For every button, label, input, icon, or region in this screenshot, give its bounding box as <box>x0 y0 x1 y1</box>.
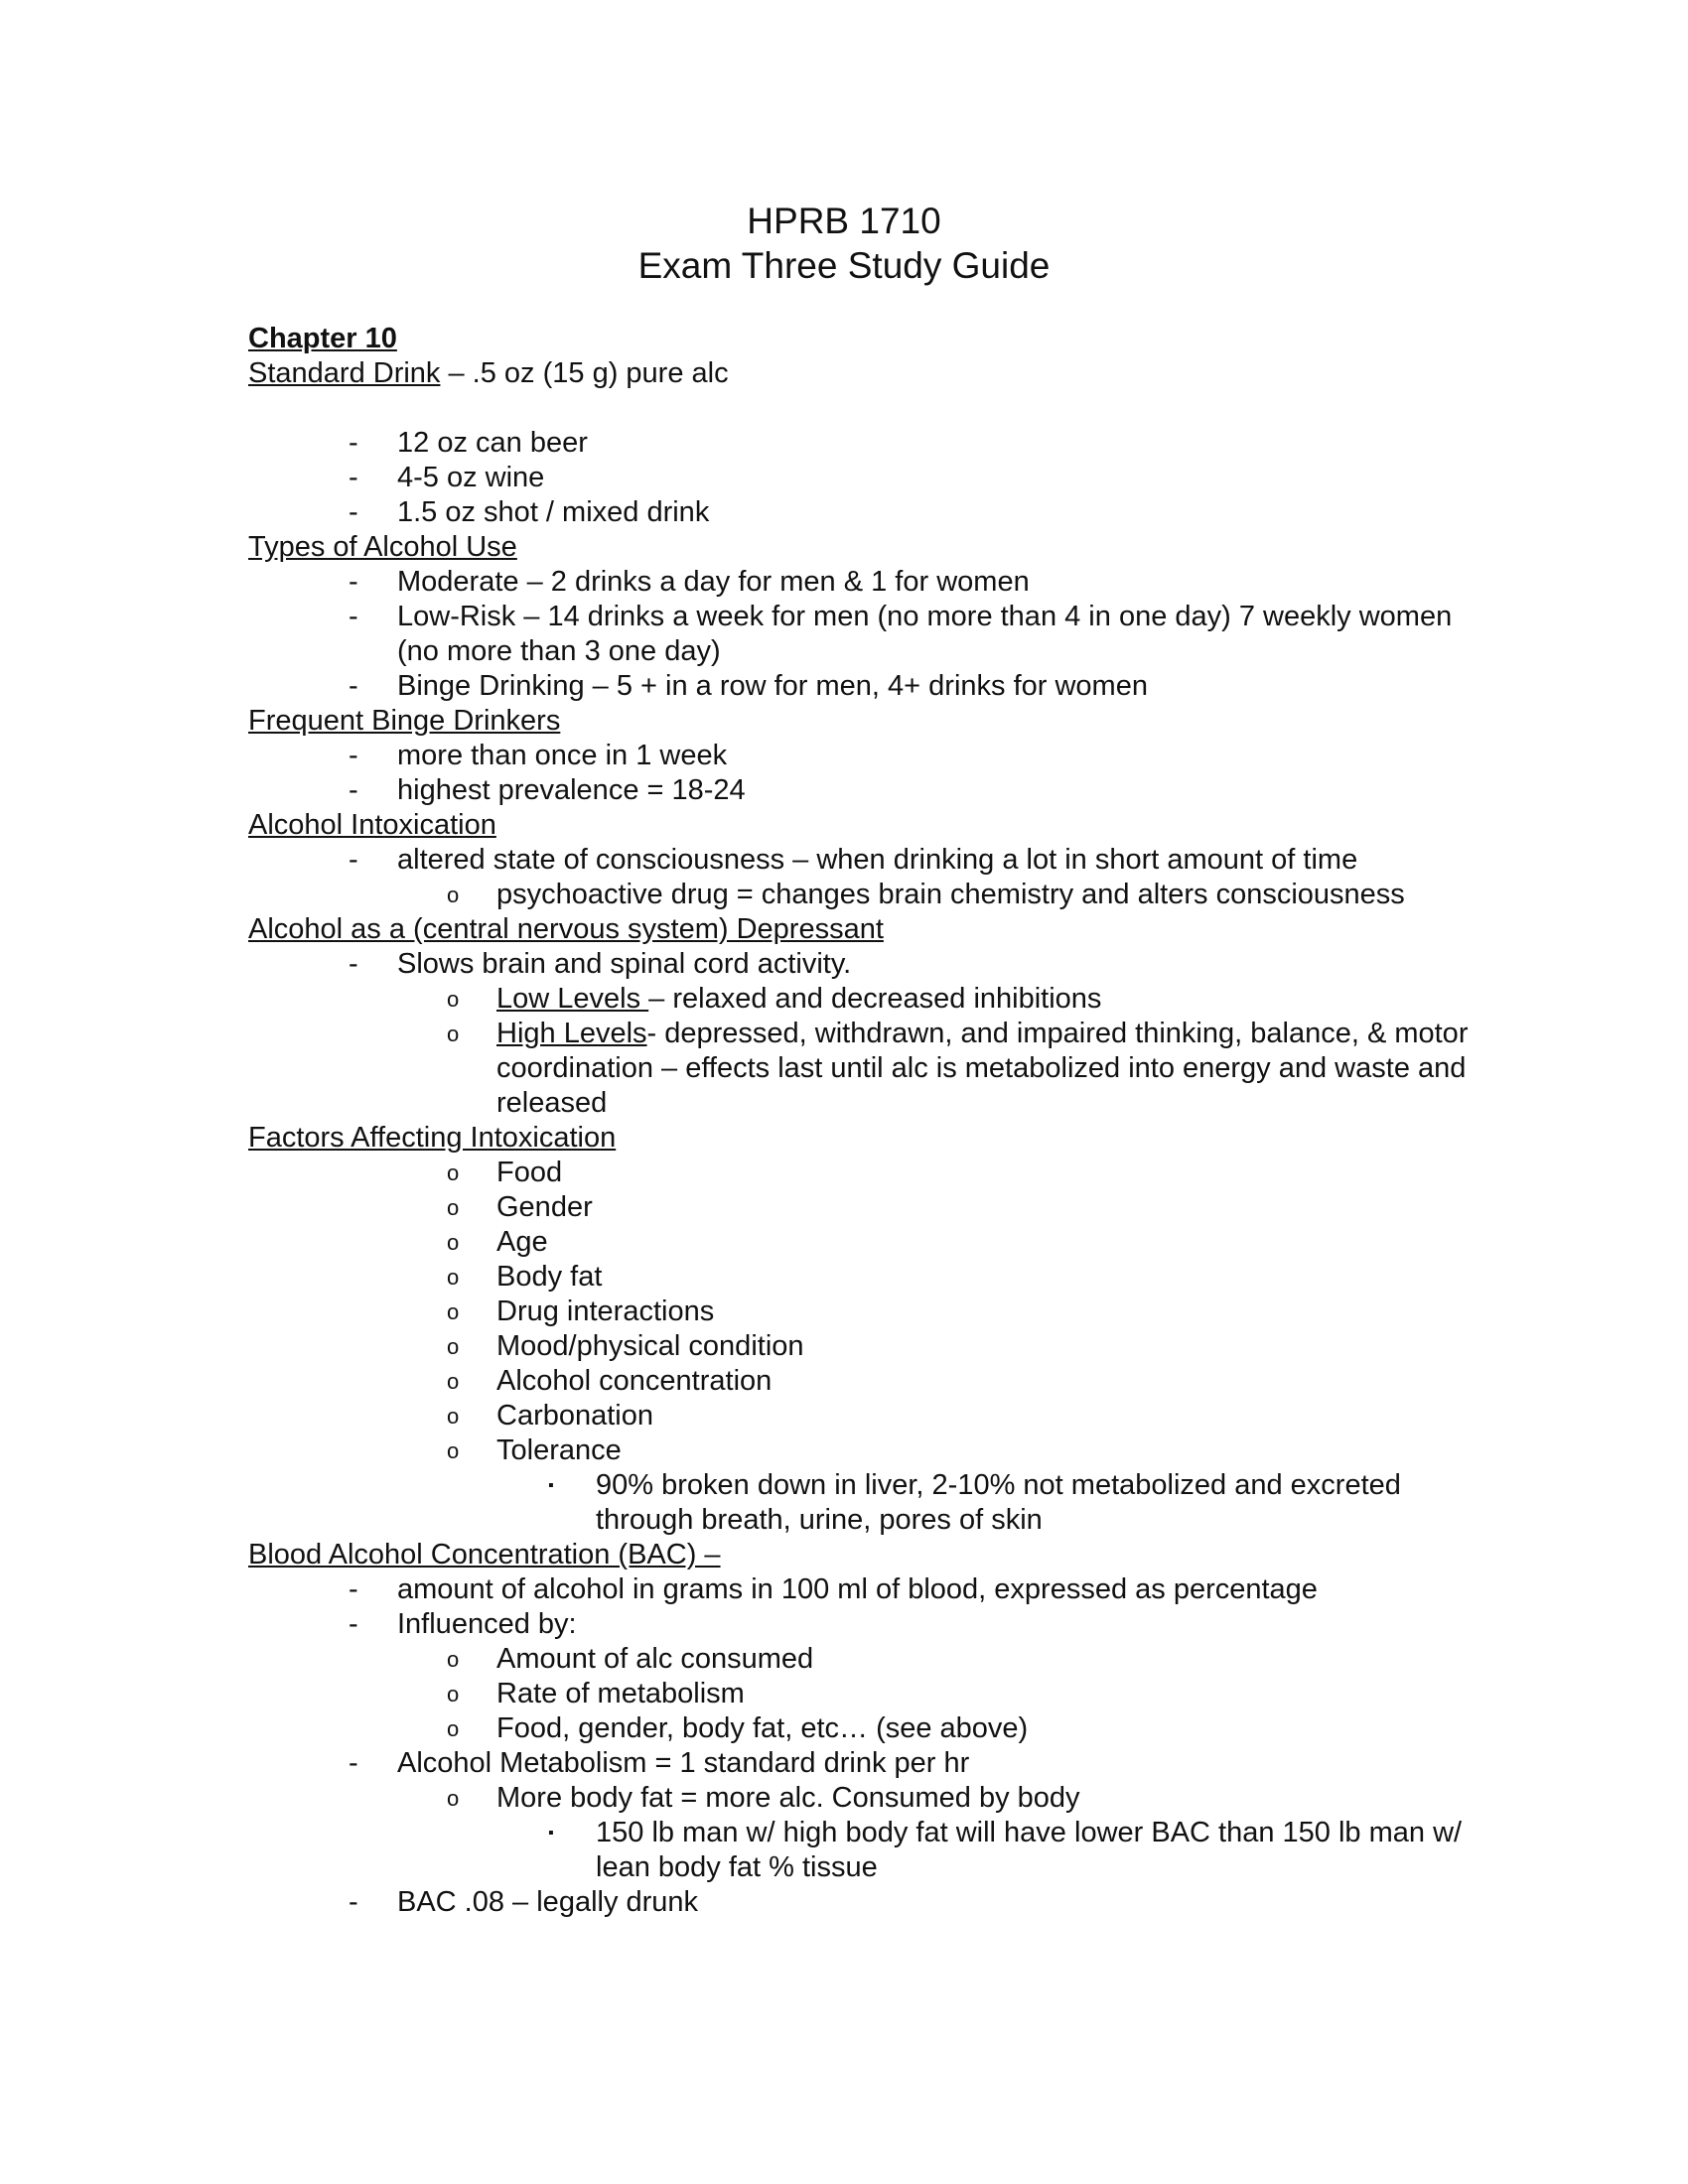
frequent-binge-heading: Frequent Binge Drinkers <box>248 705 561 737</box>
intoxication-heading: Alcohol Intoxication <box>248 809 496 841</box>
list-item: - 12 oz can beer <box>349 427 588 459</box>
sub-list-item: o Age <box>447 1226 548 1258</box>
sub-list-item: o Low Levels – relaxed and decreased inhibitions <box>447 983 1102 1015</box>
sub-list-item: o Tolerance <box>447 1434 622 1466</box>
list-item: - Moderate – 2 drinks a day for men & 1 for women <box>349 566 1030 598</box>
sub-list-item: o Body fat <box>447 1261 603 1293</box>
list-item: - altered state of consciousness – when drinking a lot in short amount of time <box>349 844 1358 876</box>
sub-list-item: o Food <box>447 1157 563 1188</box>
guide-subtitle: Exam Three Study Guide <box>637 245 1051 286</box>
sub-sub-list-item: ▪ 90% broken down in liver, 2-10% not metabolized and excreted through breath, urine, pores of skin <box>548 1469 1401 1536</box>
list-item: - Alcohol Metabolism = 1 standard drink per hr <box>349 1747 970 1779</box>
list-item: - 4-5 oz wine <box>349 462 545 493</box>
course-title: HPRB 1710 <box>747 201 941 241</box>
chapter-heading: Chapter 10 <box>248 323 397 354</box>
bac-heading: Blood Alcohol Concentration (BAC) – <box>248 1539 721 1570</box>
blank-line <box>248 391 1470 426</box>
list-item: - Influenced by: <box>349 1608 577 1640</box>
depressant-heading: Alcohol as a (central nervous system) Depressant <box>248 913 884 945</box>
sub-list-item: o High Levels- depressed, withdrawn, and impaired thinking, balance, & motor coordination – effects last until alc is metabolized into energy and waste and released <box>447 1018 1469 1119</box>
types-of-use-heading: Types of Alcohol Use <box>248 531 517 563</box>
sub-list-item: o Carbonation <box>447 1400 653 1432</box>
standard-drink-heading: Standard Drink – .5 oz (15 g) pure alc <box>248 357 729 389</box>
list-item: - Low-Risk – 14 drinks a week for men (no more than 4 in one day) 7 weekly women (no more than 3 one day) <box>349 601 1453 667</box>
study-guide-content <box>248 322 1470 1920</box>
sub-list-item: o Gender <box>447 1191 593 1223</box>
sub-list-item: o Rate of metabolism <box>447 1678 745 1709</box>
sub-list-item: o Drug interactions <box>447 1296 715 1327</box>
sub-list-item: o Alcohol concentration <box>447 1365 773 1397</box>
sub-list-item: o More body fat = more alc. Consumed by body <box>447 1782 1080 1814</box>
list-item: - Slows brain and spinal cord activity. <box>349 948 852 980</box>
sub-list-item: o psychoactive drug = changes brain chemistry and alters consciousness <box>447 879 1405 910</box>
list-item: - BAC .08 – legally drunk <box>349 1886 699 1918</box>
sub-list-item: o Food, gender, body fat, etc… (see above) <box>447 1712 1029 1744</box>
list-item: - amount of alcohol in grams in 100 ml of blood, expressed as percentage <box>349 1573 1318 1605</box>
factors-heading: Factors Affecting Intoxication <box>248 1122 617 1154</box>
list-item: - highest prevalence = 18-24 <box>349 774 746 806</box>
list-item: - 1.5 oz shot / mixed drink <box>349 496 710 528</box>
list-item: - Binge Drinking – 5 + in a row for men, 4+ drinks for women <box>349 670 1148 702</box>
sub-list-item: o Amount of alc consumed <box>447 1643 814 1675</box>
sub-sub-list-item: ▪ 150 lb man w/ high body fat will have lower BAC than 150 lb man w/ lean body fat % tissue <box>548 1817 1463 1883</box>
sub-list-item: o Mood/physical condition <box>447 1330 804 1362</box>
list-item: - more than once in 1 week <box>349 740 728 771</box>
